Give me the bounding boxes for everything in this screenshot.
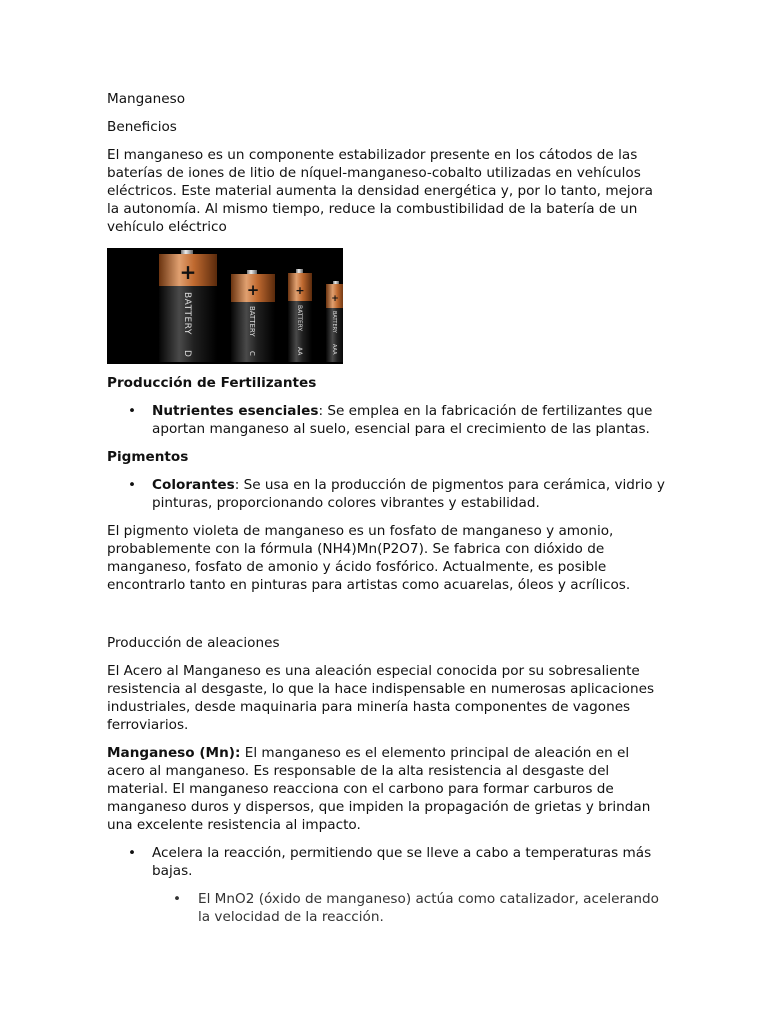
battery-c-plus: +: [246, 281, 260, 299]
pigments-bullet: [107, 476, 667, 512]
alloys-heading: Producción de aleaciones: [107, 635, 280, 651]
battery-c-label: BATTERY: [248, 306, 256, 337]
pigments-heading: Pigmentos: [107, 449, 189, 465]
pigments-bullet-text: : Se usa en la producción de pigmentos para cerámica, vidrio y pinturas, proporcionando colores vibrantes y estabilidad.: [152, 477, 665, 511]
fertilizers-heading: Producción de Fertilizantes: [107, 375, 317, 391]
document-page: [107, 90, 667, 936]
batteries-image: [107, 248, 343, 364]
battery-aa-plus: +: [295, 284, 305, 297]
battery-aa-size: AA: [296, 347, 303, 356]
battery-aaa: [326, 281, 343, 362]
fertilizers-bullet-text: : Se emplea en la fabricación de fertilizantes que aportan manganeso al suelo, esencial para el crecimiento de las plantas.: [152, 403, 653, 437]
pigments-bullet-term: Colorantes: [152, 477, 235, 493]
battery-c-size: C: [248, 351, 256, 356]
battery-d-size: D: [182, 350, 192, 357]
alloys-paragraph: El Acero al Manganeso es una aleación especial conocida por su sobresaliente resistencia al desgaste, lo que la hace indispensable en numerosas aplicaciones industriales, desde maquinaria para minería hasta componentes de vagones ferroviarios.: [107, 663, 655, 733]
manganese-paragraph: [107, 744, 667, 834]
benefits-paragraph: El manganeso es un componente estabilizador presente en los cátodos de las baterías de iones de litio de níquel-manganeso-cobalto utilizadas en vehículos eléctricos. Este material aumenta la densidad energética y, por lo tanto, mejora la autonomía. Al mismo tiempo, reduce la combustibilidad de la batería de un vehículo eléctrico: [107, 147, 653, 235]
fertilizers-bullet: [107, 402, 667, 438]
battery-aaa-size: AAA: [331, 344, 337, 355]
catalyst-subbullet: • El MnO2 (óxido de manganeso) actúa como catalizador, acelerando la velocidad de la reacción.: [107, 890, 667, 926]
battery-aa: [288, 269, 312, 362]
document-title: Manganeso: [107, 91, 186, 107]
benefits-heading: Beneficios: [107, 119, 177, 135]
battery-aa-label: BATTERY: [296, 305, 303, 332]
battery-c: [231, 270, 275, 362]
battery-aaa-plus: +: [331, 294, 339, 304]
pigments-paragraph: El pigmento violeta de manganeso es un fosfato de manganeso y amonio, probablemente con la fórmula (NH4)Mn(P2O7). Se fabrica con dióxido de manganeso, fosfato de amonio y ácido fosfórico. Actualmente, es posible encontrarlo tanto en pinturas para artistas como acuarelas, óleos y acrílicos.: [107, 523, 631, 593]
reaction-bullet: • Acelera la reacción, permitiendo que se lleve a cabo a temperaturas más bajas.: [107, 844, 667, 880]
manganese-text: El manganeso es el elemento principal de aleación en el acero al manganeso. Es responsable de la alta resistencia al desgaste del material. El manganeso reacciona con el carbono para formar carburos de manganeso duros y dispersos, que impiden la propagación de grietas y brindan una excelente resistencia al impacto.: [107, 745, 651, 833]
battery-d-label: BATTERY: [182, 292, 192, 335]
spacer: [107, 604, 667, 634]
battery-aaa-label: BATTERY: [331, 311, 337, 333]
fertilizers-bullet-term: Nutrientes esenciales: [152, 403, 319, 419]
manganese-term: Manganeso (Mn):: [107, 745, 241, 761]
battery-d-plus: +: [179, 260, 197, 284]
battery-d: [159, 250, 217, 362]
